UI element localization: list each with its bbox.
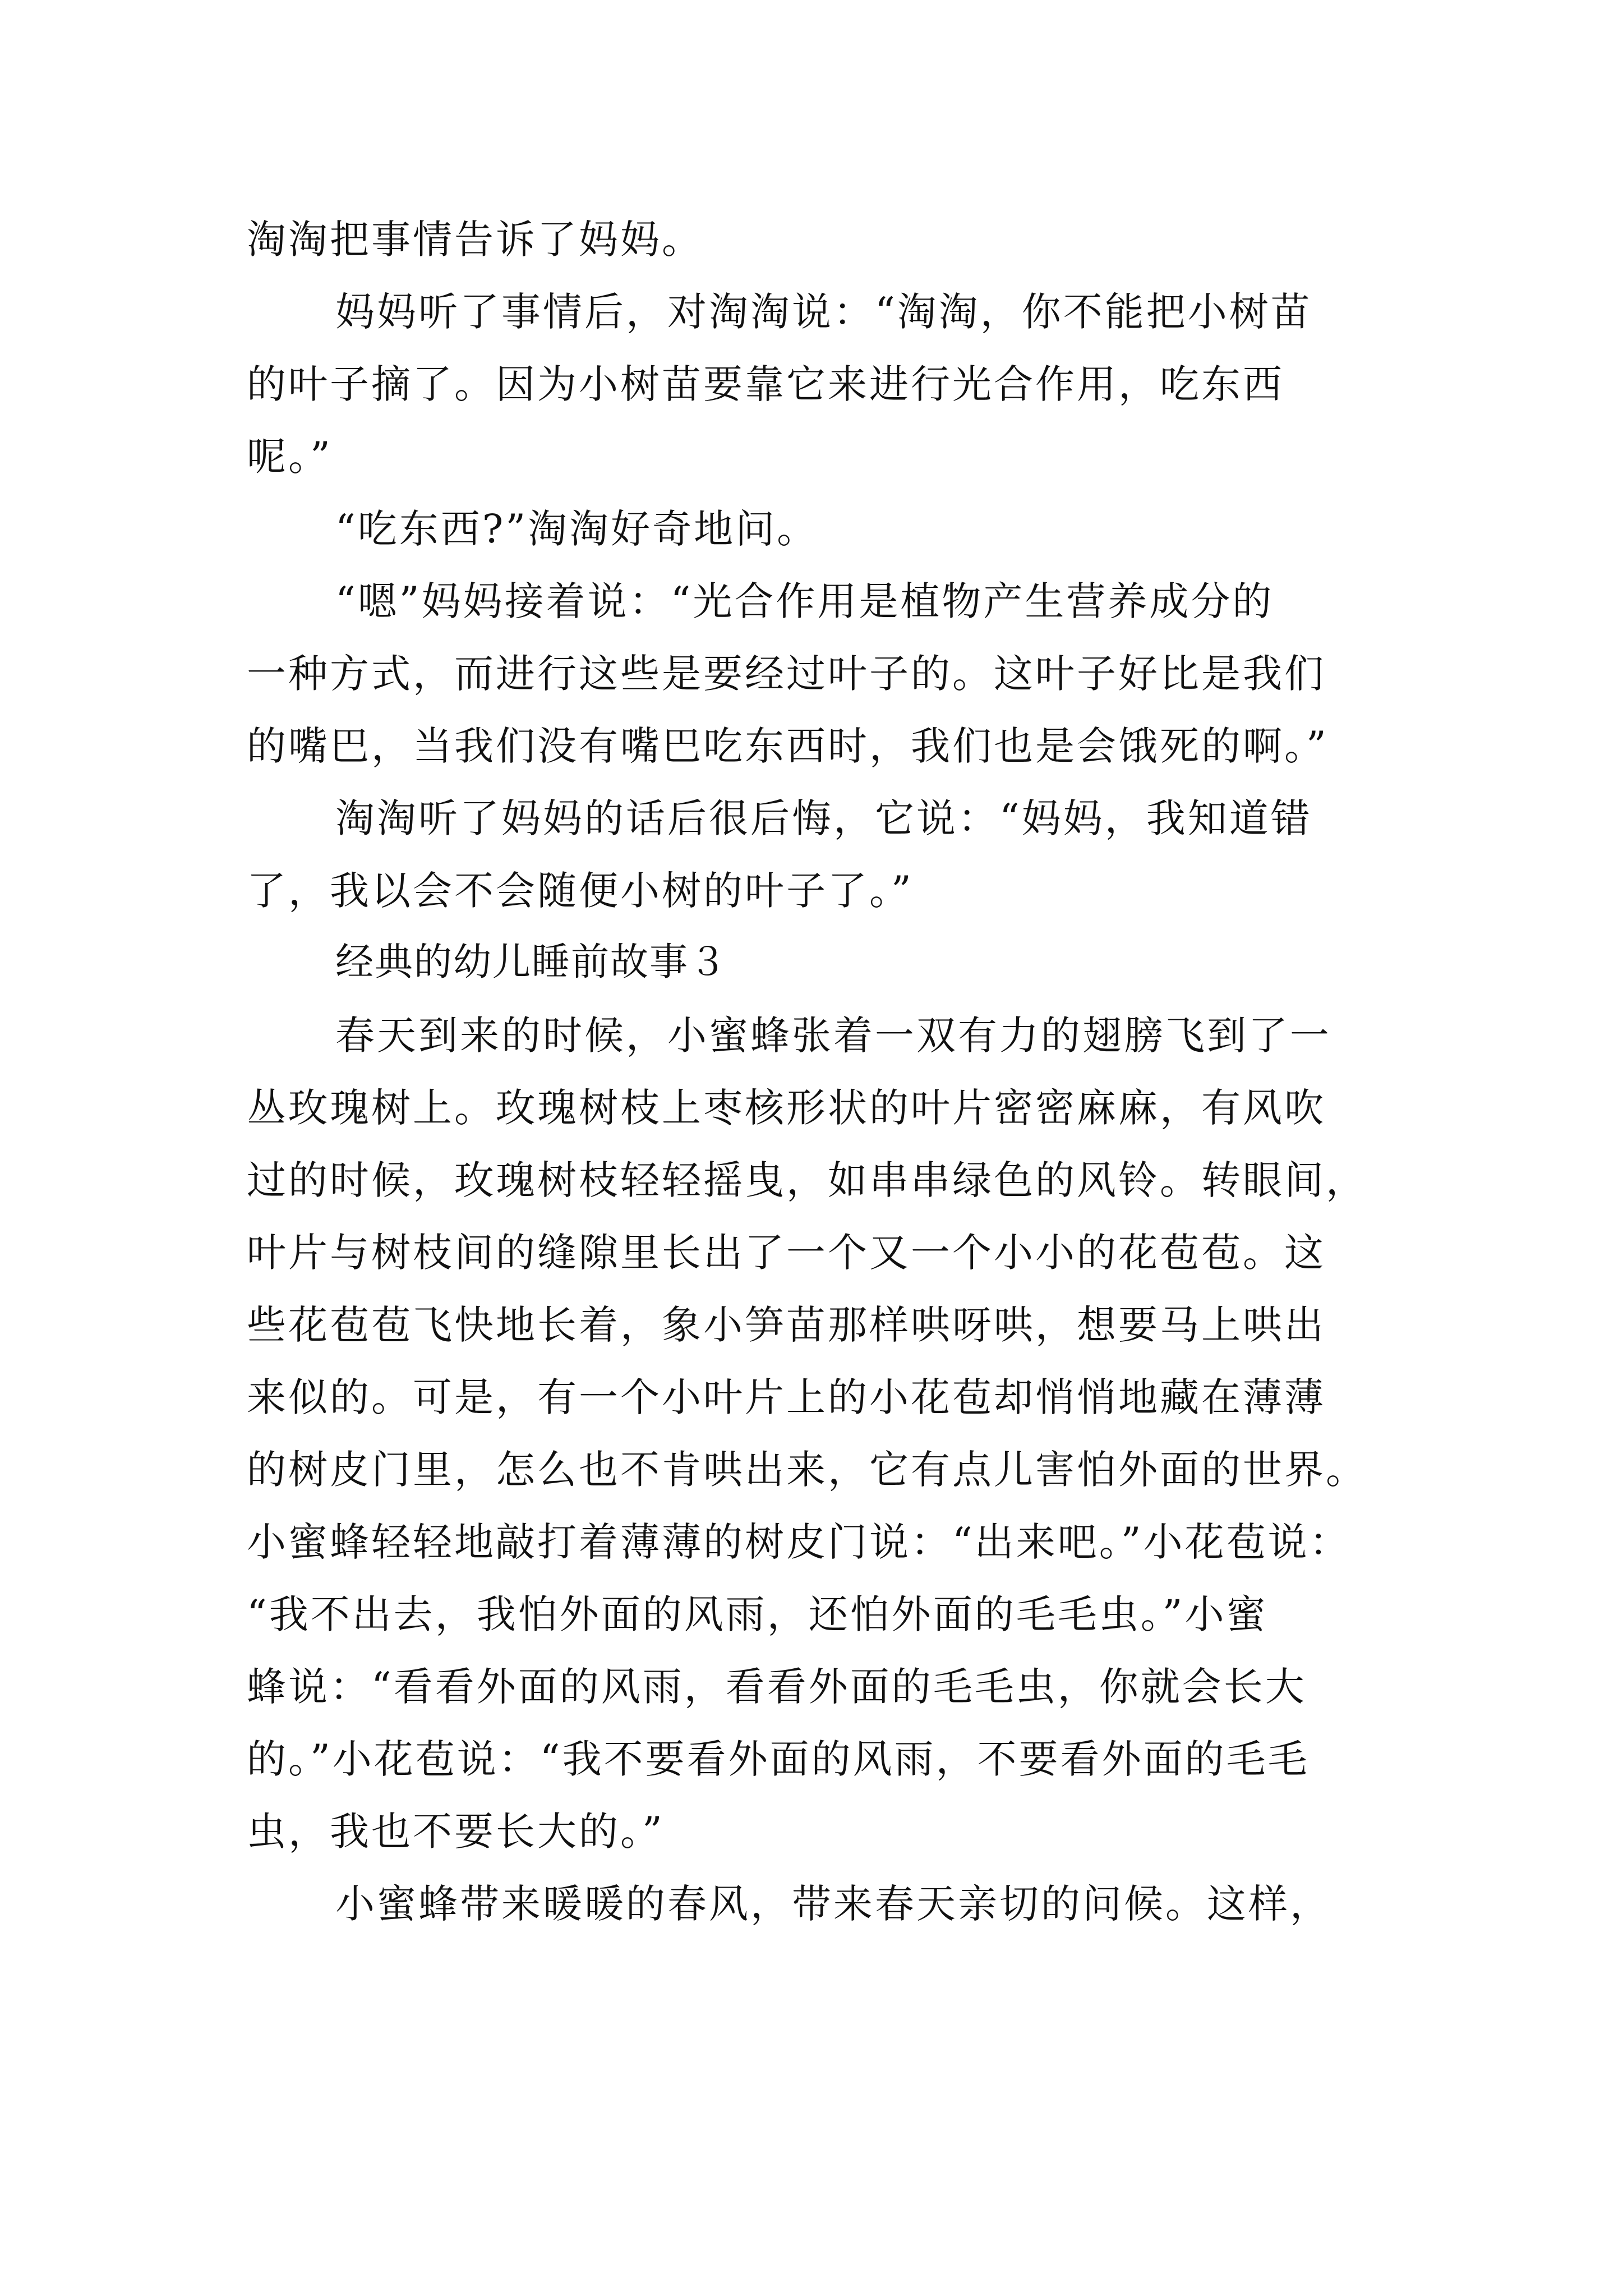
text-line: 虫，我也不要长大的。” [247, 1809, 665, 1855]
text-line: 些花苞苞飞快地长着，象小笋苗那样哄呀哄，想要马上哄出 [247, 1302, 1326, 1348]
text-line: 春天到来的时候，小蜜蜂张着一双有力的翅膀飞到了一 [335, 1013, 1331, 1059]
text-line: 淘淘把事情告诉了妈妈。 [247, 217, 703, 263]
text-line: 的。”小花苞说：“我不要看外面的风雨，不要看外面的毛毛 [247, 1736, 1310, 1782]
text-line: 过的时候，玫瑰树枝轻轻摇曳，如串串绿色的风铃。转眼间， [247, 1157, 1367, 1203]
text-line: 叶片与树枝间的缝隙里长出了一个又一个小小的花苞苞。这 [247, 1230, 1326, 1276]
text-line: 的树皮门里，怎么也不肯哄出来，它有点儿害怕外面的世界。 [247, 1447, 1367, 1493]
text-line: 了，我以会不会随便小树的叶子了。” [247, 868, 914, 914]
text-line: 蜂说：“看看外面的风雨，看看外面的毛毛虫，你就会长大 [247, 1664, 1307, 1710]
text-line: 的嘴巴，当我们没有嘴巴吃东西时，我们也是会饿死的啊。” [247, 723, 1329, 769]
text-line: 呢。” [247, 434, 333, 480]
section-heading: 经典的幼儿睡前故事３ [335, 940, 728, 984]
text-line: 一种方式，而进行这些是要经过叶子的。这叶子好比是我们 [247, 651, 1326, 697]
text-line: “我不出去，我怕外面的风雨，还怕外面的毛毛虫。”小蜜 [247, 1591, 1268, 1637]
text-line: 小蜜蜂带来暖暖的春风，带来春天亲切的问候。这样， [335, 1881, 1331, 1927]
text-line: 的叶子摘了。因为小树苗要靠它来进行光合作用，吃东西 [247, 361, 1284, 407]
text-line: 妈妈听了事情后，对淘淘说：“淘淘，你不能把小树苗 [335, 289, 1312, 335]
text-line: 淘淘听了妈妈的话后很后悔，它说：“妈妈，我知道错 [335, 795, 1312, 841]
text-line: “嗯”妈妈接着说：“光合作用是植物产生营养成分的 [335, 578, 1274, 624]
text-line: 来似的。可是，有一个小叶片上的小花苞却悄悄地藏在薄薄 [247, 1374, 1326, 1420]
text-line: “吃东西?”淘淘好奇地问。 [335, 506, 819, 552]
text-line: 丛玫瑰树上。玫瑰树枝上枣核形状的叶片密密麻麻，有风吹 [247, 1085, 1326, 1131]
text-line: 小蜜蜂轻轻地敲打着薄薄的树皮门说：“出来吧。”小花苞说： [247, 1519, 1351, 1565]
